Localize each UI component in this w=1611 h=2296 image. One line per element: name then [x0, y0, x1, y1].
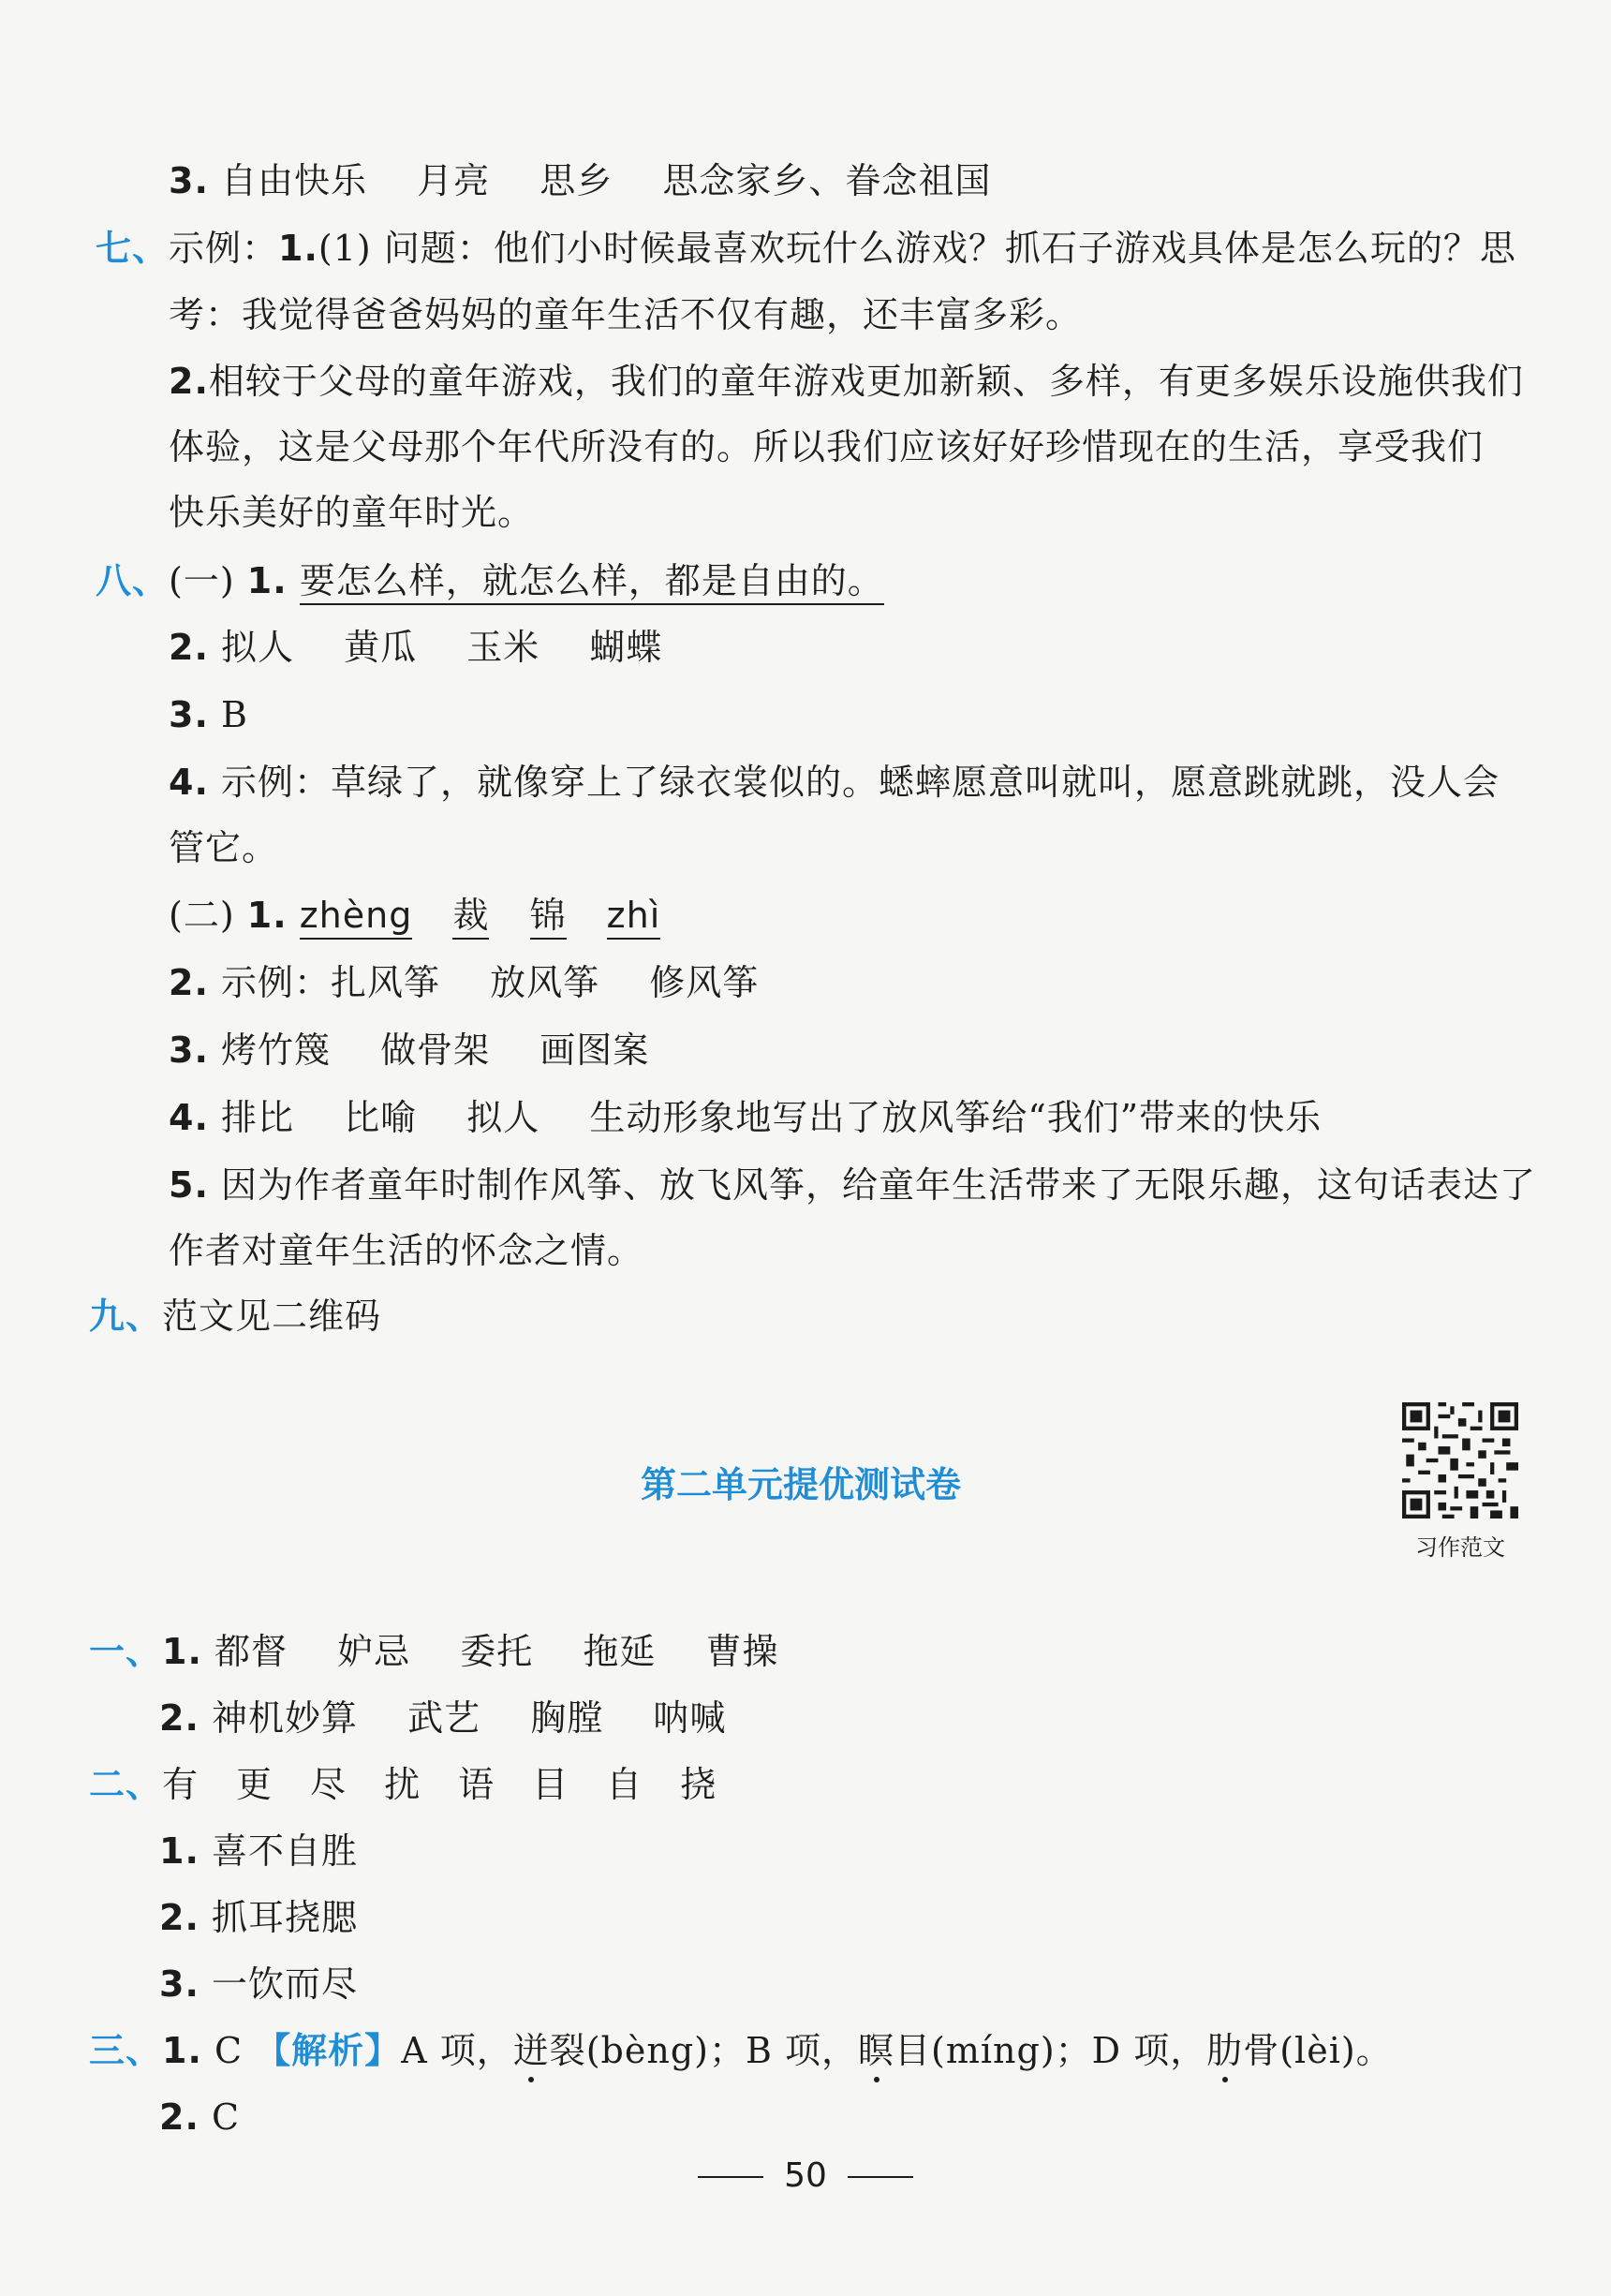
unit2-section-2-line-2: 1. 喜不自胜 — [159, 1830, 358, 1872]
section-7-line-5: 快乐美好的童年时光。 — [169, 492, 535, 533]
unit2-section-2-line-4: 3. 一饮而尽 — [159, 1963, 358, 2005]
section-label: 七、 — [96, 228, 170, 269]
qr-code-icon[interactable] — [1402, 1402, 1518, 1518]
section-8-line-2: 2. 拟人 黄瓜 玉米 蝴蝶 — [169, 627, 663, 668]
section-8-line-7: 2. 示例：扎风筝 放风筝 修风筝 — [169, 962, 760, 1003]
answer-line-6-3: 3. 自由快乐 月亮 思乡 思念家乡、眷念祖国 — [169, 160, 992, 201]
section-7-line-3: 2.相较于父母的童年游戏，我们的童年游戏更加新颖、多样，有更多娱乐设施供我们 — [169, 361, 1524, 402]
section-8-line-3: 3. B — [169, 694, 248, 735]
unit2-section-2-line-1: 二、有 更 尽 扰 语 目 自 挠 — [89, 1764, 717, 1805]
underlined-answer: 要怎么样，就怎么样，都是自由的。 — [300, 560, 884, 605]
section-label: 三、 — [89, 2030, 163, 2071]
section-label: 九、 — [89, 1296, 163, 1337]
unit2-section-3-line-1: 三、1. C 【解析】A 项，迸裂(bèng)；B 项，瞑目(míng)；D 项，肋骨(lèi)。 — [89, 2030, 1393, 2071]
section-7-line-4: 体验，这是父母那个年代所没有的。所以我们应该好好珍惜现在的生活，享受我们 — [169, 426, 1485, 467]
section-8-line-1: 八、(一) 1. 要怎么样，就怎么样，都是自由的。 — [96, 557, 884, 604]
section-label: 八、 — [96, 560, 170, 601]
unit2-section-2-line-3: 2. 抓耳挠腮 — [159, 1897, 358, 1938]
section-8-line-8: 3. 烤竹篾 做骨架 画图案 — [169, 1029, 650, 1071]
section-8-line-4: 4. 示例：草绿了，就像穿上了绿衣裳似的。蟋蟀愿意叫就叫，愿意跳就跳，没人会 — [169, 762, 1500, 803]
unit-title: 第二单元提优测试卷 — [640, 1464, 961, 1505]
section-8-line-5: 管它。 — [169, 827, 279, 868]
section-7-line-2: 考：我觉得爸爸妈妈的童年生活不仅有趣，还丰富多彩。 — [169, 294, 1083, 335]
section-8-line-11: 作者对童年生活的怀念之情。 — [169, 1230, 644, 1271]
section-8-line-9: 4. 排比 比喻 拟人 生动形象地写出了放风筝给“我们”带来的快乐 — [169, 1097, 1323, 1138]
unit2-section-3-line-2: 2. C — [159, 2096, 241, 2138]
section-label: 一、 — [89, 1631, 163, 1672]
section-7-line-1: 七、示例：1.(1) 问题：他们小时候最喜欢玩什么游戏？抓石子游戏具体是怎么玩的？思 — [96, 228, 1516, 269]
unit2-section-1-line-2: 2. 神机妙算 武艺 胸膛 呐喊 — [159, 1697, 727, 1739]
qr-caption: 习作范文 — [1415, 1534, 1505, 1561]
analysis-tag: 【解析】 — [255, 2030, 402, 2071]
section-9-line: 九、范文见二维码 — [89, 1296, 382, 1337]
unit2-section-1-line-1: 一、1. 都督 妒忌 委托 拖延 曹操 — [89, 1631, 779, 1672]
section-8-line-10: 5. 因为作者童年时制作风筝、放飞风筝，给童年生活带来了无限乐趣，这句话表达了 — [169, 1164, 1536, 1206]
page-number: 50 — [0, 2156, 1611, 2195]
section-label: 二、 — [89, 1764, 163, 1805]
section-8-line-6: (二) 1. zhèng 裁 锦 zhì — [169, 892, 660, 939]
